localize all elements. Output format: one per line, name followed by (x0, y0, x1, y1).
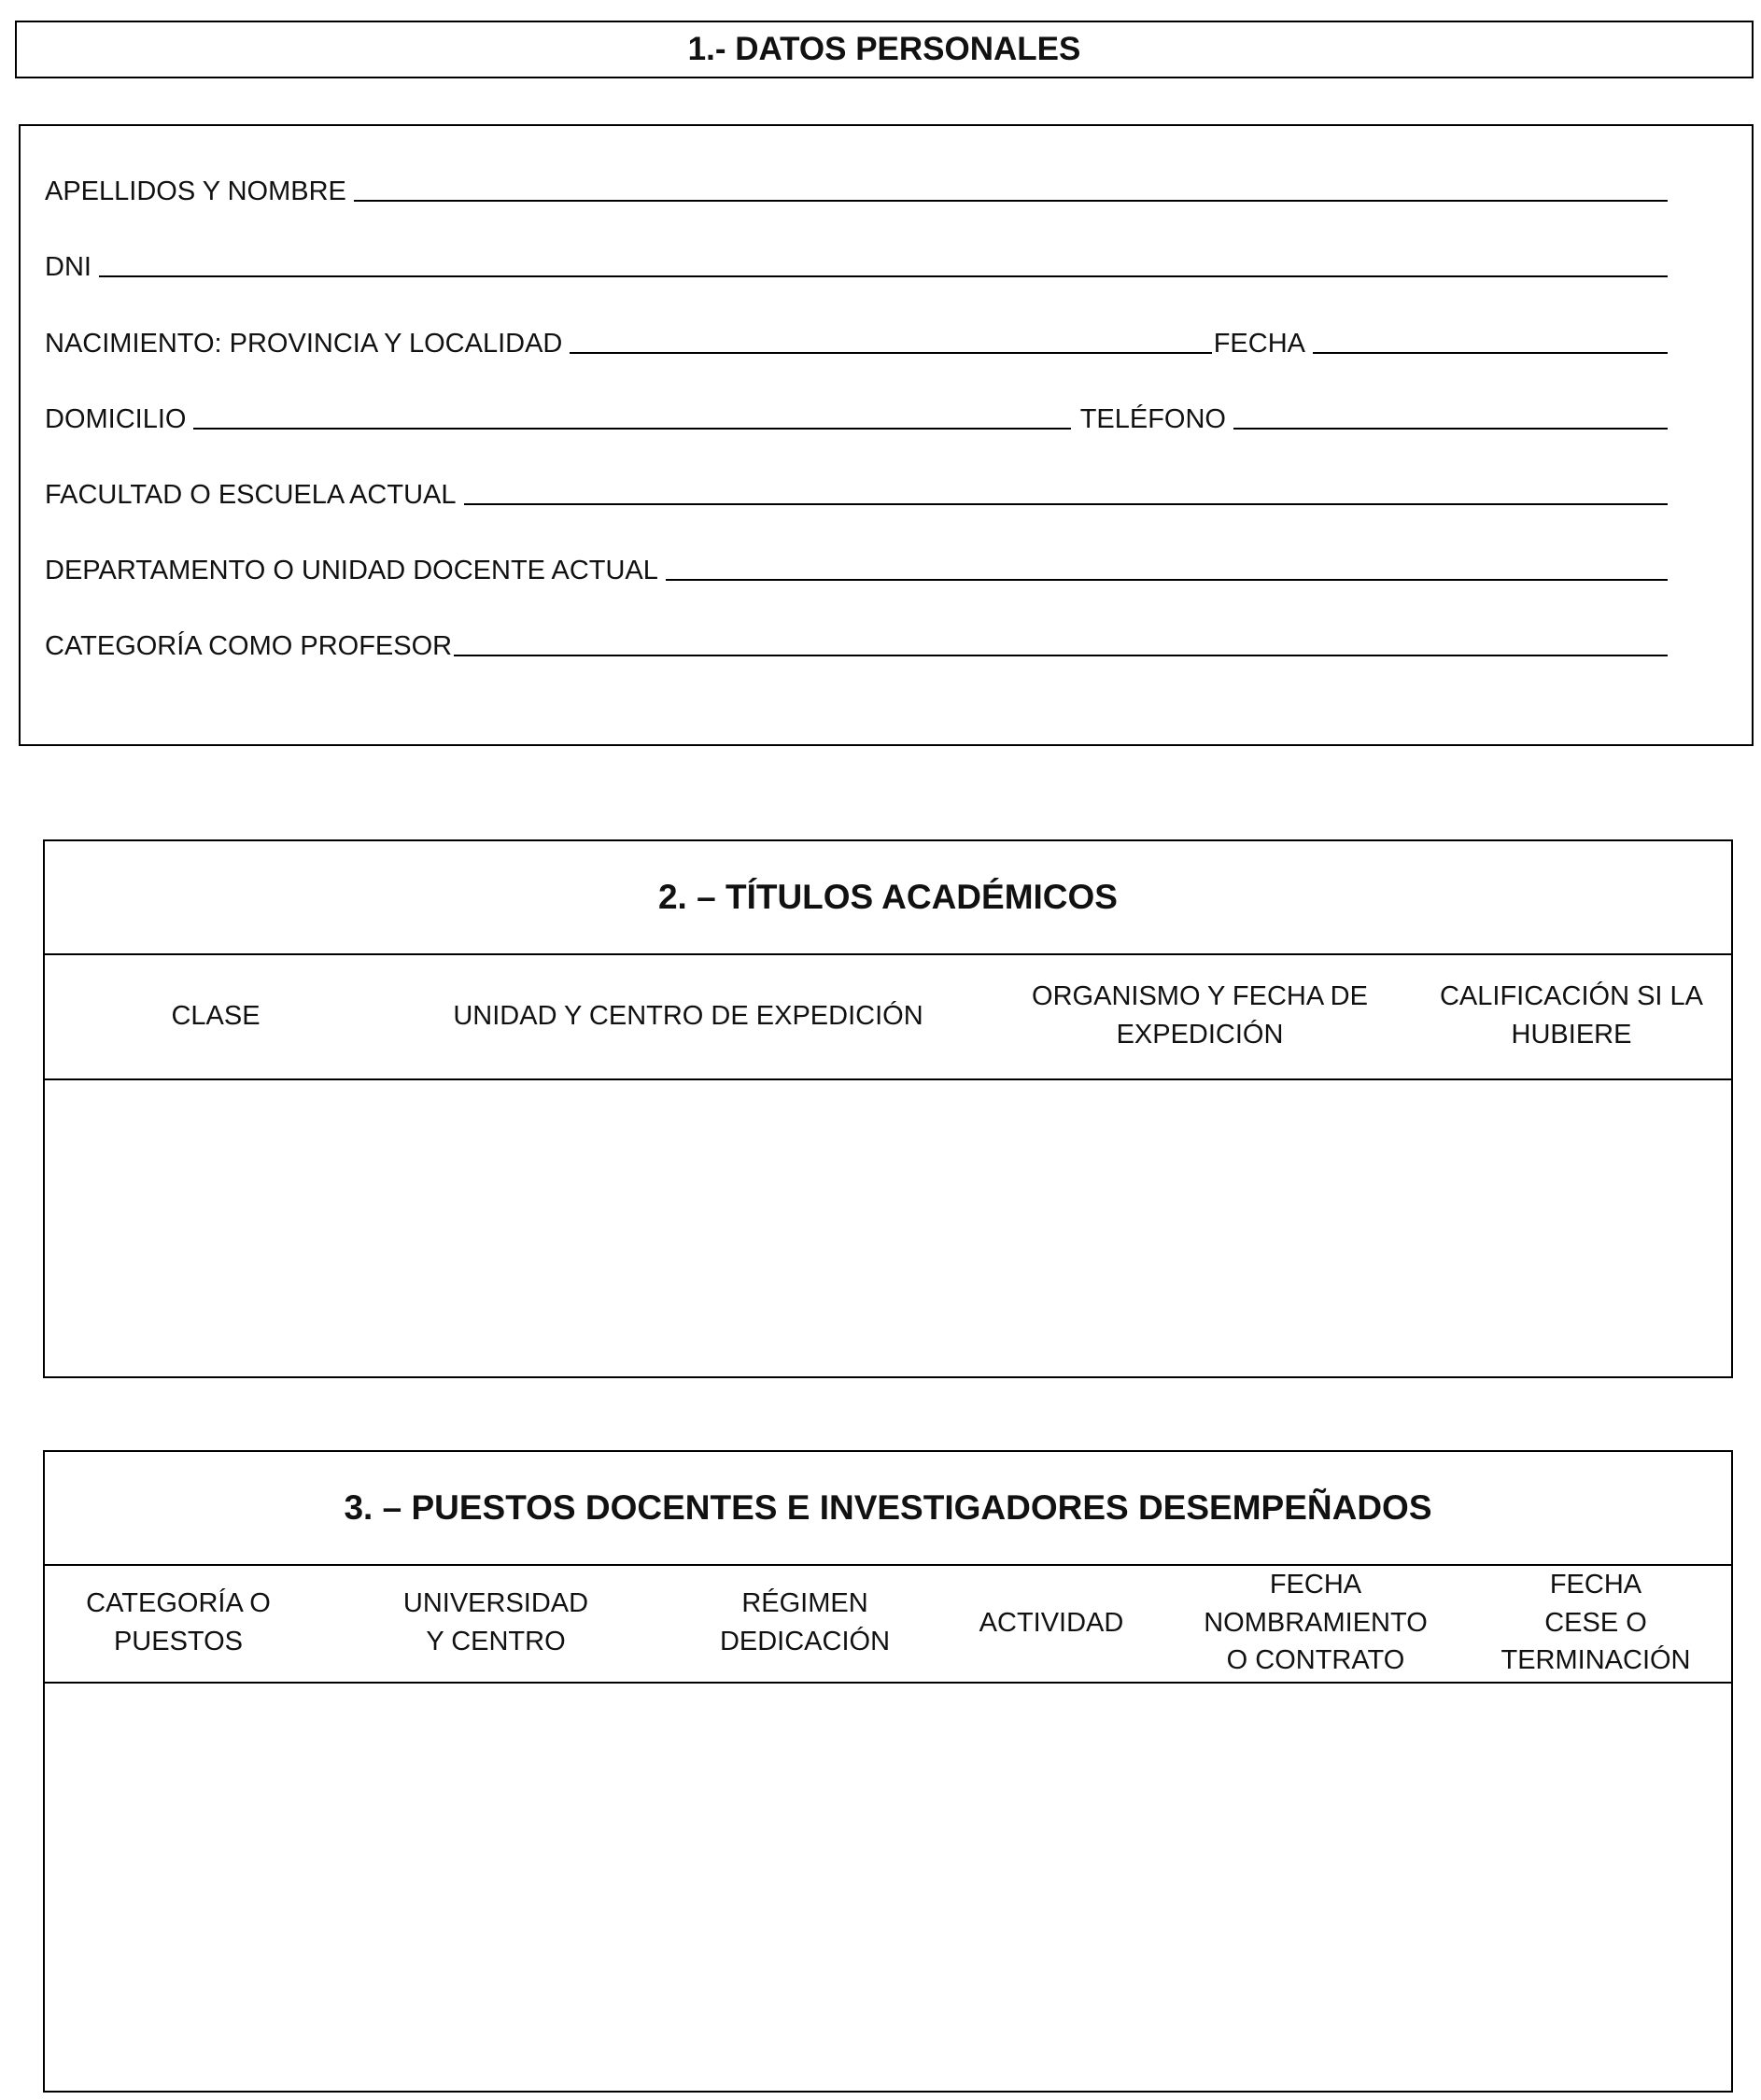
puestos-docentes-table (43, 1450, 1733, 2093)
departamento-field[interactable] (666, 579, 1668, 581)
column-header: ORGANISMO Y FECHA DE EXPEDICIÓN (1032, 981, 1368, 1050)
section-2-title-row (45, 841, 1731, 955)
apellidos-field[interactable] (354, 200, 1668, 202)
field-row-domicilio (45, 396, 1671, 433)
field-row-nacimiento (45, 320, 1671, 358)
categoria-label: CATEGORÍA COMO PROFESOR (45, 631, 453, 661)
apellidos-label: APELLIDOS Y NOMBRE (45, 176, 346, 206)
field-row-departamento (45, 547, 1671, 585)
departamento-label: DEPARTAMENTO O UNIDAD DOCENTE ACTUAL (45, 556, 658, 585)
section-3-title-row (45, 1452, 1731, 1566)
domicilio-label: DOMICILIO (45, 404, 187, 434)
field-row-facultad (45, 472, 1671, 509)
column-header: UNIDAD Y CENTRO DE EXPEDICIÓN (453, 1000, 923, 1031)
section-3-title: 3. – PUESTOS DOCENTES E INVESTIGADORES DESEMPEÑADOS (344, 1488, 1432, 1527)
fecha-field[interactable] (1313, 352, 1668, 354)
dni-label: DNI (45, 252, 92, 282)
titulos-academicos-table (43, 839, 1733, 1378)
column-header: CATEGORÍA O PUESTOS (86, 1588, 271, 1656)
telefono-label: TELÉFONO (1079, 404, 1226, 434)
field-row-dni (45, 244, 1671, 281)
column-header: FECHA NOMBRAMIENTO O CONTRATO (1204, 1570, 1428, 1676)
field-row-apellidos (45, 168, 1671, 205)
column-header: FECHA CESE O TERMINACIÓN (1500, 1570, 1691, 1676)
section-1-title: 1.- DATOS PERSONALES (687, 31, 1081, 67)
column-header: RÉGIMEN DEDICACIÓN (719, 1588, 891, 1656)
facultad-field[interactable] (464, 503, 1669, 505)
telefono-field[interactable] (1233, 428, 1668, 430)
nacimiento-field[interactable] (570, 352, 1211, 354)
column-header: ACTIVIDAD (979, 1607, 1124, 1638)
dni-field[interactable] (99, 275, 1668, 277)
categoria-field[interactable] (454, 655, 1668, 656)
domicilio-field[interactable] (193, 428, 1070, 430)
facultad-label: FACULTAD O ESCUELA ACTUAL (45, 480, 457, 510)
personal-data-form (19, 124, 1754, 746)
section-1-header (15, 21, 1754, 78)
nacimiento-label: NACIMIENTO: PROVINCIA Y LOCALIDAD (45, 329, 563, 359)
section-2-title: 2. – TÍTULOS ACADÉMICOS (657, 878, 1118, 916)
fecha-label: FECHA (1213, 329, 1305, 359)
section-3-header-row (45, 1564, 1731, 1684)
column-header: CLASE (171, 1000, 261, 1031)
field-row-categoria (45, 623, 1671, 660)
column-header: CALIFICACIÓN SI LA HUBIERE (1439, 981, 1703, 1050)
column-header: UNIVERSIDAD Y CENTRO (402, 1588, 589, 1656)
section-2-header-row (45, 953, 1731, 1080)
